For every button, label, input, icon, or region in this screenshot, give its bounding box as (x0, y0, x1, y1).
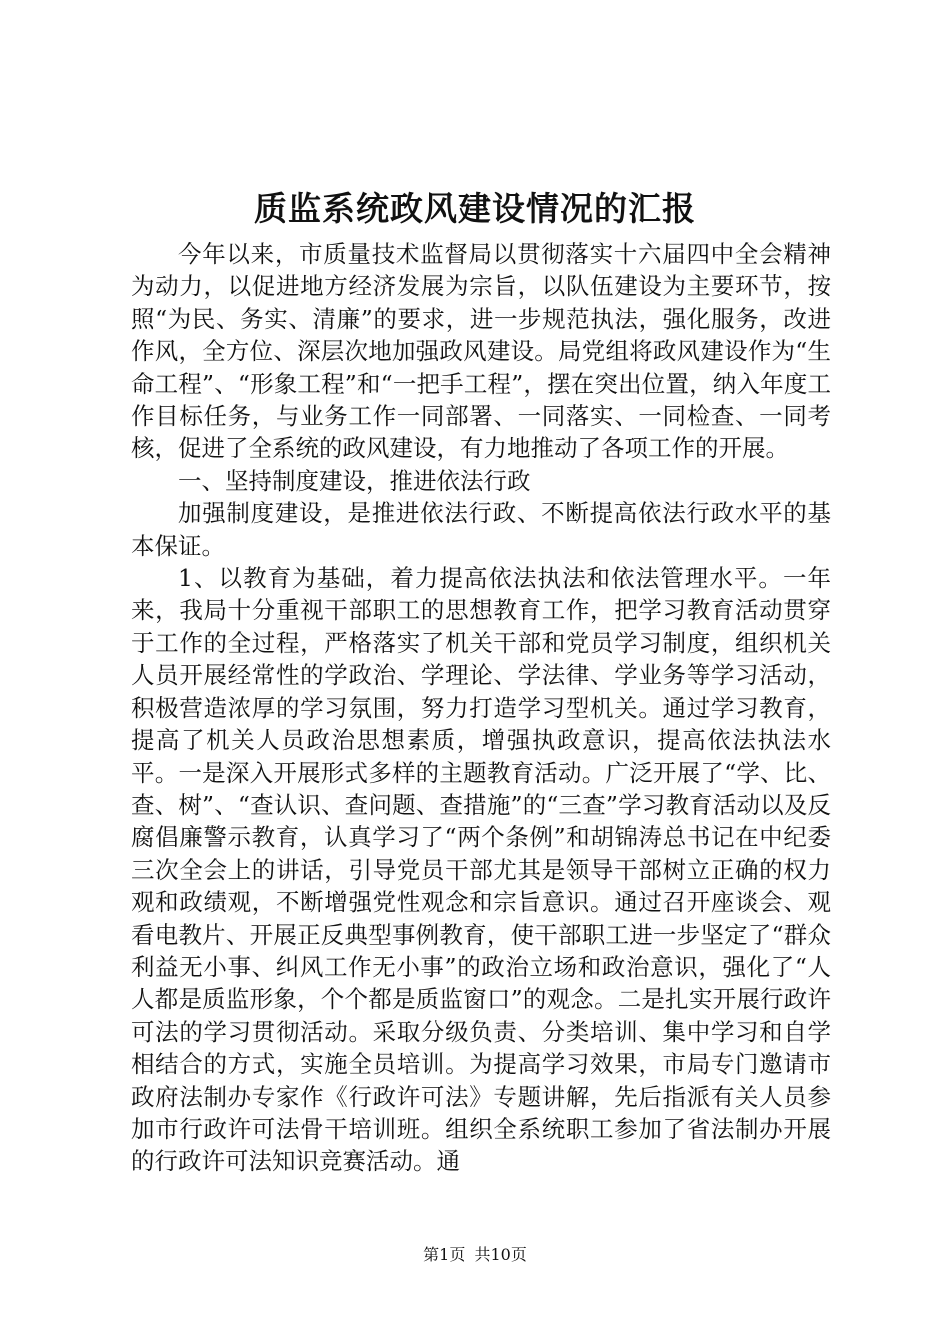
section-heading: 一、坚持制度建设，推进依法行政 (178, 466, 531, 495)
page-number: 第1页 (423, 1245, 466, 1264)
document-title: 质监系统政风建设情况的汇报 (254, 189, 696, 228)
intro-paragraph: 今年以来，市质量技术监督局以贯彻落实十六届四中全会精神为动力，以促进地方经济发展为宗旨，以队伍建设为主要环节，按照“为民、务实、清廉”的要求，进一步规范执法，强化服务，改进作风，全方位、深层次地加强政风建设。局党组将政风建设作为“生命工程”、“形象工程”和“一把手工程”，摆在突出位置，纳入年度工作目标任务，与业务工作一同部署、一同落实、一同检查、一同考核，促进了全系统的政风建设，有力地推动了各项工作的开展。 (131, 240, 831, 463)
page-total: 共10页 (474, 1245, 527, 1264)
section-intro-paragraph: 加强制度建设，是推进依法行政、不断提高依法行政水平的基本保证。 (131, 499, 831, 560)
page-footer (0, 1243, 950, 1267)
document-body (131, 238, 831, 1178)
item-1-paragraph: 1、以教育为基础，着力提高依法执法和依法管理水平。一年来，我局十分重视干部职工的思想教育工作，把学习教育活动贯穿于工作的全过程，严格落实了机关干部和党员学习制度，组织机关人员开展经常性的学政治、学理论、学法律、学业务等学习活动，积极营造浓厚的学习氛围，努力打造学习型机关。通过学习教育，提高了机关人员政治思想素质，增强执政意识，提高依法执法水平。一是深入开展形式多样的主题教育活动。广泛开展了“学、比、查、树”、“查认识、查问题、查措施”的“三查”学习教育活动以及反腐倡廉警示教育，认真学习了“两个条例”和胡锦涛总书记在中纪委三次全会上的讲话，引导党员干部尤其是领导干部树立正确的权力观和政绩观，不断增强党性观念和宗旨意识。通过召开座谈会、观看电教片、开展正反典型事例教育，使干部职工进一步坚定了“群众利益无小事、纠风工作无小事”的政治立场和政治意识，强化了“人人都是质监形象，个个都是质监窗口”的观念。二是扎实开展行政许可法的学习贯彻活动。采取分级负责、分类培训、集中学习和自学相结合的方式，实施全员培训。为提高学习效果，市局专门邀请市政府法制办专家作《行政许可法》专题讲解，先后指派有关人员参加市行政许可法骨干培训班。组织全系统职工参加了省法制办开展的行政许可法知识竞赛活动。通 (131, 564, 831, 1176)
